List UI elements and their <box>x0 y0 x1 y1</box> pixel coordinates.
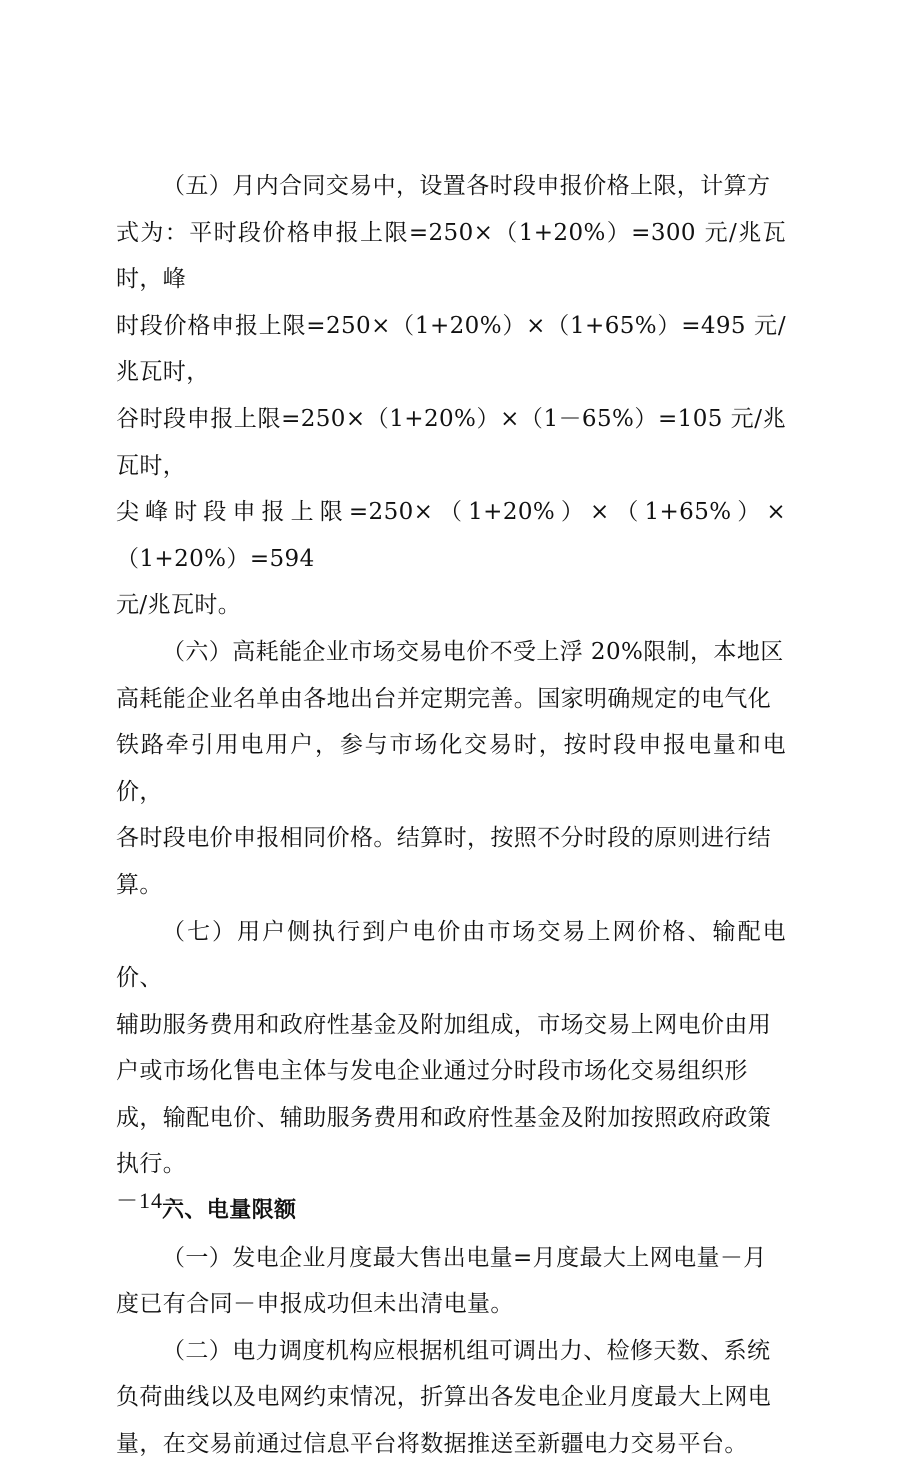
section-heading-volume-limits: 六、电量限额 <box>162 1198 297 1224</box>
paragraph-seven-user-side-price: （七）用户侧执行到户电价由市场交易上网价格、输配电价、 辅助服务费用和政府性基金及附加组成，市场交易上网电价由用 户或市场化售电主体与发电企业通过分时段市场化交易组织形 成，输配电价、辅助服务费用和政府性基金及附加按照政府政策 执行。 <box>116 918 786 1178</box>
paragraph-one-max-sales: （一）发电企业月度最大售出电量=月度最大上网电量－月 度已有合同－申报成功但未出清电量。 <box>116 1244 767 1318</box>
paragraph-six-high-energy-enterprises: （六）高耗能企业市场交易电价不受上浮 20%限制，本地区 高耗能企业名单由各地出台并定期完善。国家明确规定的电气化 铁路牵引用电用户，参与市场化交易时，按时段申报电量和电价， 各时段电价申报相同价格。结算时，按照不分时段的原则进行结 算。 <box>116 638 786 898</box>
paragraph-five-price-caps: （五）月内合同交易中，设置各时段申报价格上限，计算方 式为：平时段价格申报上限=250×（1+20%）=300 元/兆瓦时，峰 时段价格申报上限=250×（1+20%）×（1+65%）=495 元/兆瓦时， 谷时段申报上限=250×（1+20%）×（1－65%）=105 元/兆瓦时， 尖峰时段申报上限=250×（1+20%）×（1+65%）×（1+20%）=594 元/兆瓦时。 <box>116 173 786 619</box>
paragraph-two-dispatch: （二）电力调度机构应根据机组可调出力、检修天数、系统 负荷曲线以及电网约束情况，折算出各发电企业月度最大上网电 量，在交易前通过信息平台将数据推送至新疆电力交易平台。 <box>116 1337 772 1458</box>
page-number: －14－ <box>116 1188 187 1213</box>
